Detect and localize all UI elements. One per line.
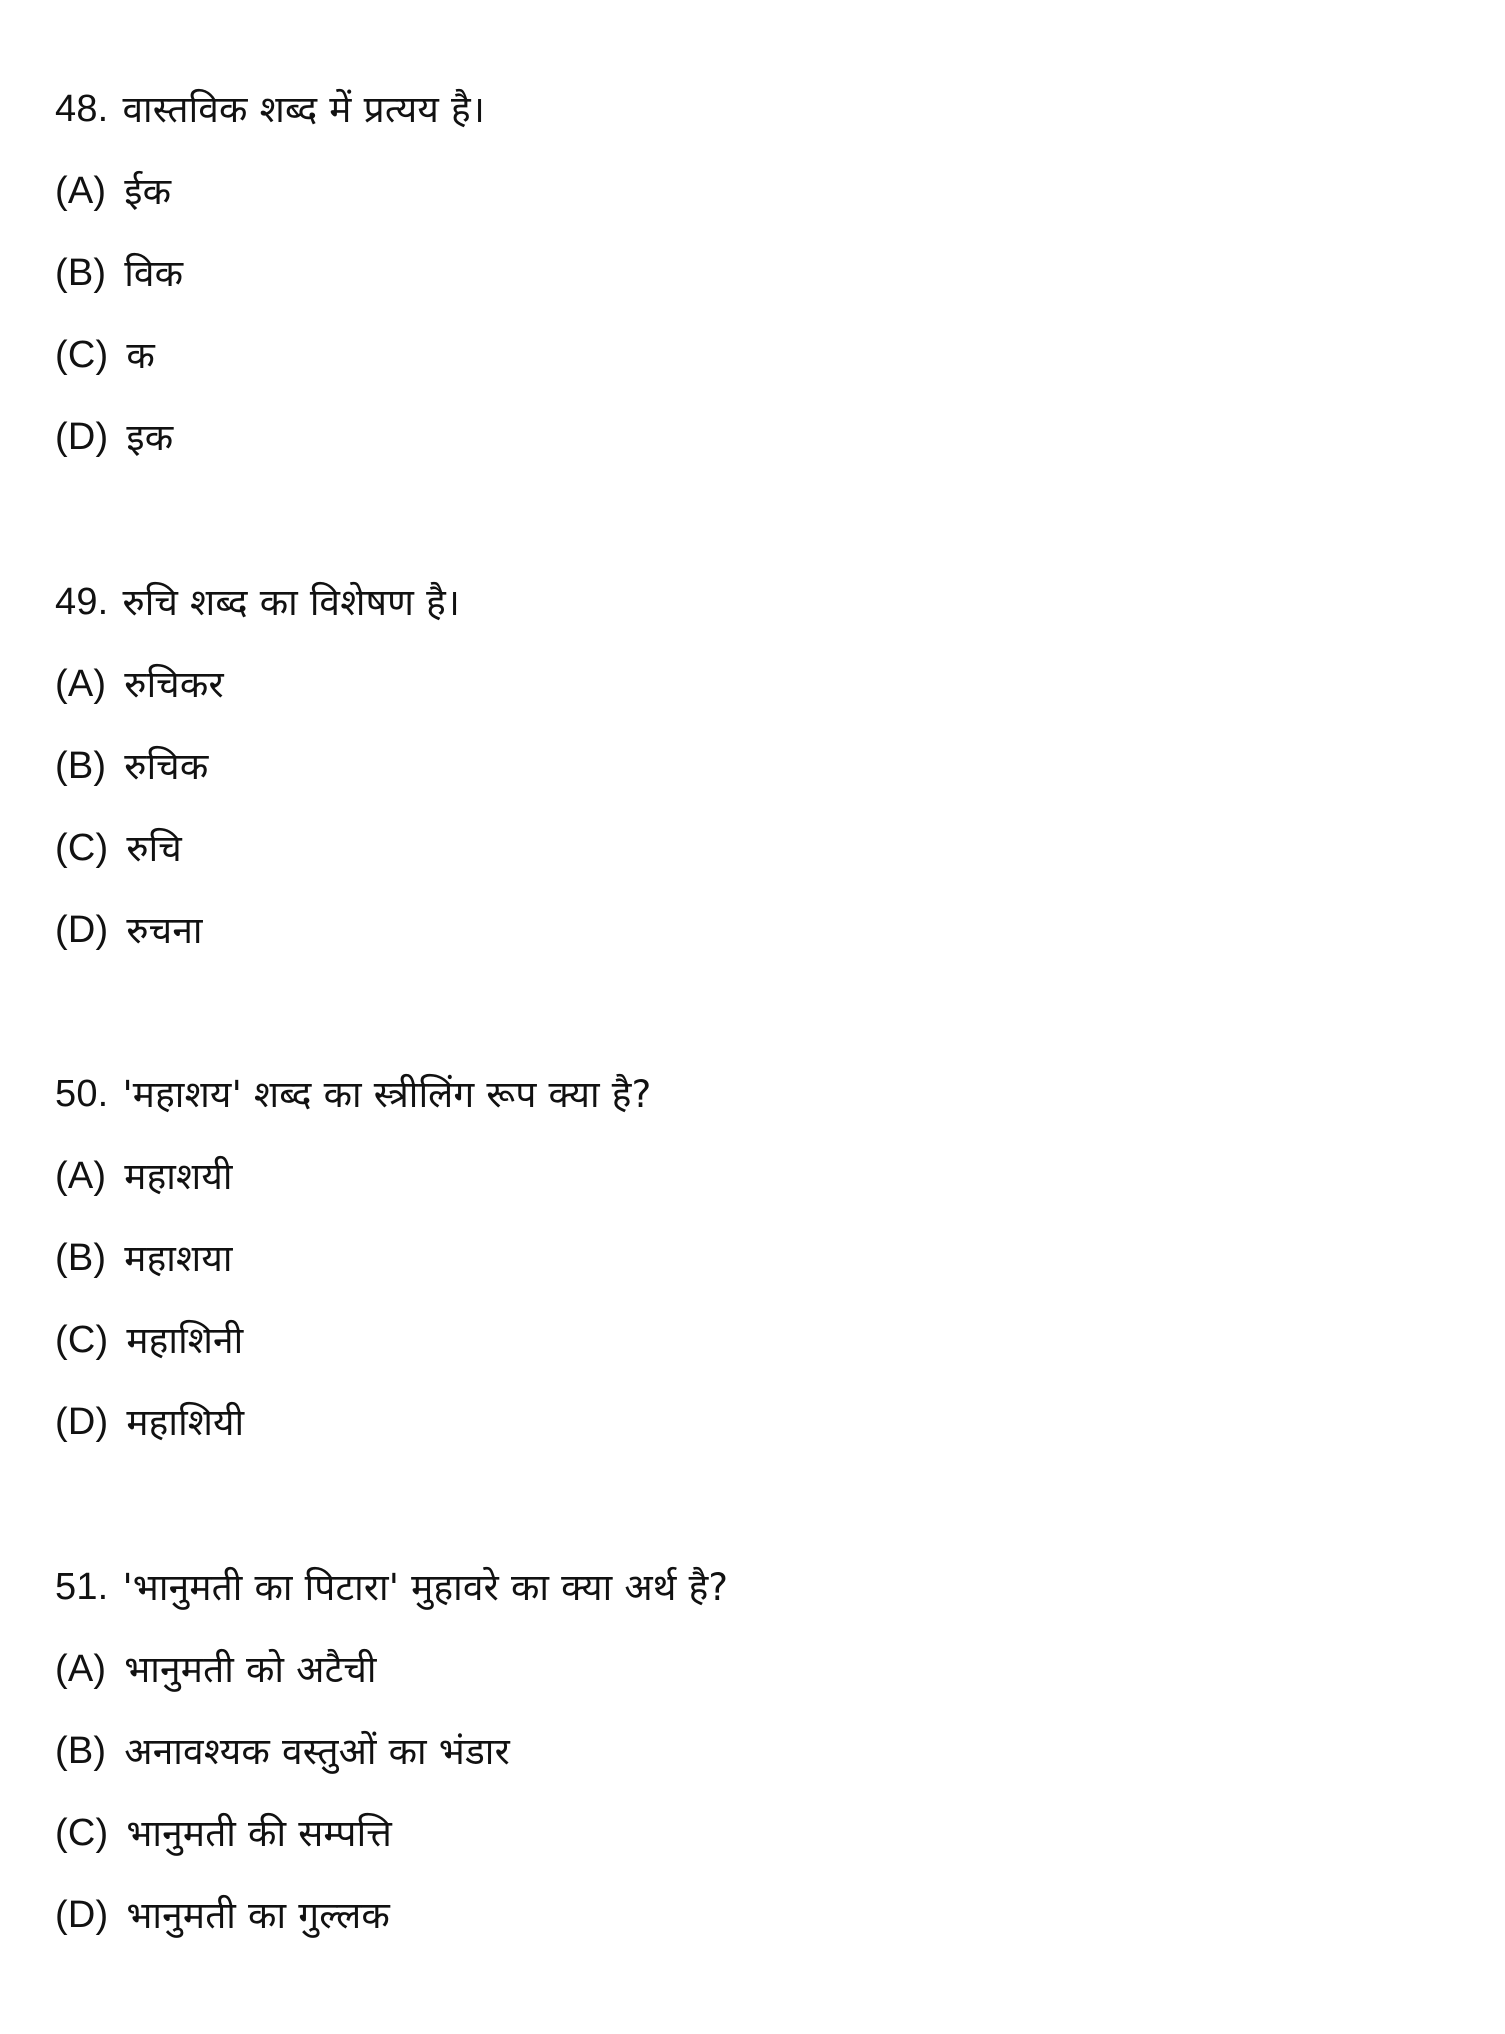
option-b [55,232,1435,314]
option-label: (A) [55,1155,107,1197]
option-text: ईक [124,169,172,213]
option-c [55,314,1435,396]
question-51 [55,1546,1435,1956]
question-stem: 'भानुमती का पिटारा' मुहावरे का क्या अर्थ है? [122,1565,729,1609]
option-text: अनावश्यक वस्तुओं का भंडार [124,1729,510,1773]
question-number: 51. [55,1566,109,1608]
question-stem: 'महाशय' शब्द का स्त्रीलिंग रूप क्या है? [122,1072,652,1116]
option-b [55,1710,1435,1792]
option-label: (C) [55,334,109,376]
option-b [55,725,1435,807]
option-label: (A) [55,663,107,705]
question-number: 50. [55,1073,109,1115]
question-number: 49. [55,581,109,623]
option-label: (A) [55,1648,107,1690]
question-49 [55,561,1435,971]
option-text: महाशिनी [126,1318,244,1362]
question-48 [55,68,1435,478]
option-text: रुचिकर [124,662,224,706]
option-a [55,150,1435,232]
option-text: रुचि [126,826,182,870]
option-text: महाशया [124,1236,233,1280]
option-label: (D) [55,1894,109,1936]
option-c [55,807,1435,889]
option-text: इक [126,415,174,459]
option-text: विक [124,251,184,295]
option-label: (B) [55,745,107,787]
option-d [55,1874,1435,1956]
option-a [55,1135,1435,1217]
option-d [55,889,1435,971]
question-text [55,1546,1435,1628]
option-text: भानुमती को अटैची [124,1647,377,1691]
option-label: (D) [55,1401,109,1443]
option-c [55,1299,1435,1381]
option-label: (B) [55,1730,107,1772]
option-text: क [126,333,155,377]
option-d [55,1381,1435,1463]
option-a [55,1628,1435,1710]
question-number: 48. [55,88,109,130]
option-label: (D) [55,909,109,951]
option-b [55,1217,1435,1299]
option-text: भानुमती का गुल्लक [126,1893,391,1937]
question-text [55,561,1435,643]
option-a [55,643,1435,725]
question-text [55,68,1435,150]
question-50 [55,1053,1435,1463]
option-label: (C) [55,827,109,869]
option-text: महाशयी [124,1154,233,1198]
question-text [55,1053,1435,1135]
option-label: (D) [55,416,109,458]
option-text: रुचना [126,908,203,952]
option-label: (B) [55,1237,107,1279]
question-stem: वास्तविक शब्द में प्रत्यय है। [122,87,486,131]
option-text: भानुमती की सम्पत्ति [126,1811,392,1855]
option-label: (A) [55,170,107,212]
option-label: (C) [55,1319,109,1361]
option-text: रुचिक [124,744,209,788]
option-text: महाशियी [126,1400,245,1444]
option-c [55,1792,1435,1874]
question-stem: रुचि शब्द का विशेषण है। [122,580,461,624]
option-label: (C) [55,1812,109,1854]
option-d [55,396,1435,478]
option-label: (B) [55,252,107,294]
